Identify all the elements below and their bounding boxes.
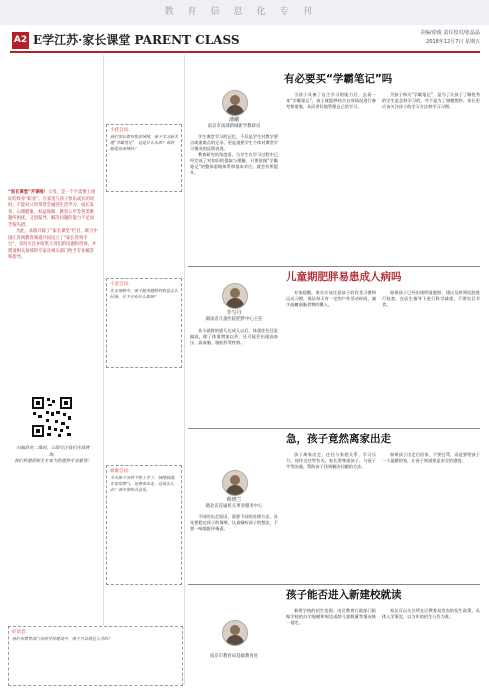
question-box-3: [106, 465, 182, 585]
header-rule: [10, 51, 480, 53]
qr-caption: [14, 446, 92, 466]
avatar: [222, 283, 248, 309]
article-4-col-3: [382, 608, 480, 620]
article-paragraph: 家长可以关注所在区教育局发布的招生政策，具体入学事宜，以当年的招生公告为准。: [382, 608, 480, 619]
qr-code-icon[interactable]: [30, 395, 74, 439]
header-motto: 教育信息化专刊: [164, 7, 326, 17]
question-box-1: [106, 124, 182, 192]
expert-title: 湖北省直属机关事业服务中心: [205, 504, 263, 509]
article-3-col-2: [286, 452, 376, 470]
question-text: 在父母眼中，孩子越来越胖到底是怎么回事，会不会有什么影响？: [110, 288, 178, 299]
intro-block: [8, 190, 98, 262]
column-divider: [103, 55, 104, 685]
article-paragraph: 专家提醒，家长应该注意孩子的饮食习惯和运动习惯，保证每天有一定的户外活动时间，减少高糖高脂食物的摄入。: [286, 290, 376, 307]
question-box-2: [106, 278, 182, 368]
intro-body-2: 为此，本版开辟了“家长课堂”栏目，联合中国江苏网教育频道共同设立了“家长咨询平台”，及时关注并收集父母们的问题和咨询，并邀请相关领域的专家及相关部门给予专业解答和指导。: [8, 229, 98, 260]
article-1-col-1: [190, 134, 278, 176]
intro-prefix: “家长课堂”开课啦！: [8, 190, 49, 195]
article-divider: [188, 428, 480, 429]
article-paragraph: 孩子离家出走，往往与家庭关系、学习压力、同伴交往等有关。家长要尊重孩子，与孩子平等沟通，帮助孩子找到解决问题的方法。: [286, 452, 376, 469]
article-1-col-2: [286, 92, 376, 110]
date-line: 2018年12月7日 星期五: [426, 39, 480, 45]
article-paragraph: 如果孩子已经出现明显肥胖，建议及时到医院进行检查，在医生指导下进行科学减重，不要盲目节食。: [382, 290, 480, 307]
article-paragraph: 为孩子购买“学霸笔记”，是为了让孩子了解优秀的学生是怎样学习的，并不是为了照搬照抄。家长更应该关注孩子的学习方法和学习习惯。: [382, 92, 480, 109]
expert-title: 南京市教育局基础教育处: [209, 654, 259, 659]
article-paragraph: 学生课堂学习的记忆，不仅是学生对教学要点或重难点的记录，更是重要学生个体对课堂学习情况的反馈表现。: [190, 134, 278, 151]
question-text: 今天孩子突然不想上学了，情绪低落，在家发脾气，还离家出走。这该怎么办？请专家给点意见。: [110, 475, 178, 492]
article-4-headline: 孩子能否进入新建校就读: [286, 589, 402, 601]
avatar: [222, 620, 248, 646]
article-paragraph: 教育研究的角度看，当学生在学习过程中已经完成了对知识的提取与理解，只要依据“学霸笔记”的整体思路体系和基本对应，就会有所提升。: [190, 152, 278, 175]
expert-title: 湖南省儿童医院肥胖中心主任: [205, 317, 263, 322]
expert-name: 潘曦: [228, 117, 239, 123]
intro-body: 父母，是一个不需要上岗证的终身“职业”。在家里与孩子快乐成长的同时，不能对父母常常会碰到生活学习、成长发育、心理健康、权益保障、教育公平等各类难题所困扰，又因报导，解决问题的能力不足而苦恼失措。: [8, 190, 96, 228]
question-label: 好消息：: [12, 630, 30, 635]
expert-name: 蔡晓兰: [226, 497, 242, 503]
article-paragraph: 不同的出走原因，需要不同的处理方法。首先要稳定孩子的情绪，认真倾听孩子的想法，不要一味地批评指责。: [190, 514, 278, 531]
question-label: 小金自问：: [110, 282, 133, 287]
article-paragraph: 如果孩子出走后回家，不要打骂，而是要给孩子一个温暖的家，让孩子知道家是安全的港湾。: [382, 452, 480, 463]
column-divider: [184, 55, 185, 685]
question-box-4: [8, 626, 183, 686]
question-label: 小桂自问：: [110, 128, 133, 133]
article-3-headline: 急，孩子竟然离家出走: [286, 433, 391, 445]
expert-title: 南京市南部新城新学教研员: [207, 124, 261, 129]
masthead: E学江苏·家长课堂 PARENT CLASS: [33, 33, 240, 47]
article-divider: [188, 584, 480, 585]
article-paragraph: 当孩子具备了自主学习的能力后，去看一本“学霸笔记”，孩子就能够结合自身情况进行参考和借鉴，从而更好地管理自己的学习。: [286, 92, 376, 109]
article-divider: [188, 266, 480, 267]
section-tag: A2: [12, 32, 29, 49]
article-3-col-3: [382, 452, 480, 464]
article-1-headline: 有必要买“学霸笔记”吗: [284, 73, 393, 85]
expert-name: 李写丹: [226, 310, 242, 316]
question-label: 谁谁自问：: [110, 469, 133, 474]
editor-line: 美编/徐俊 责任校对/张晶晶: [420, 30, 480, 36]
article-1-col-3: [382, 92, 480, 110]
avatar: [222, 470, 248, 496]
article-3-col-1: [190, 514, 278, 532]
question-text: 我们市教育部门办的学校建设中，孩子可以就近入学吗？: [12, 636, 112, 641]
qr-caption-1: 扫描此处二维码，立即关注我们在线咨询。: [16, 446, 90, 458]
article-paragraph: 新建学校的招生范围，由区教育行政部门根据学校的办学规模和周边适龄儿童数量等情况统一划定。: [286, 608, 376, 625]
article-paragraph: 从小就胖的患儿在成人以后，体重往往还是偏高，除了体重增加以外，还可能会出现高血压、高血脂、脂肪肝等疾病。: [190, 328, 278, 345]
article-2-col-2: [286, 290, 376, 308]
article-2-col-3: [382, 290, 480, 308]
qr-caption-2: 我们将邀请相关专家为您提供专业解答！: [14, 459, 92, 464]
avatar: [222, 90, 248, 116]
article-2-col-1: [190, 328, 278, 346]
question-text: 我们家长都有焦虑情绪，孩子学习最关键“学霸笔记”，这是什么东西？真的能提高成绩吗？: [110, 134, 178, 151]
article-2-headline: 儿童期肥胖易患成人病吗: [286, 271, 402, 283]
article-4-col-2: [286, 608, 376, 626]
